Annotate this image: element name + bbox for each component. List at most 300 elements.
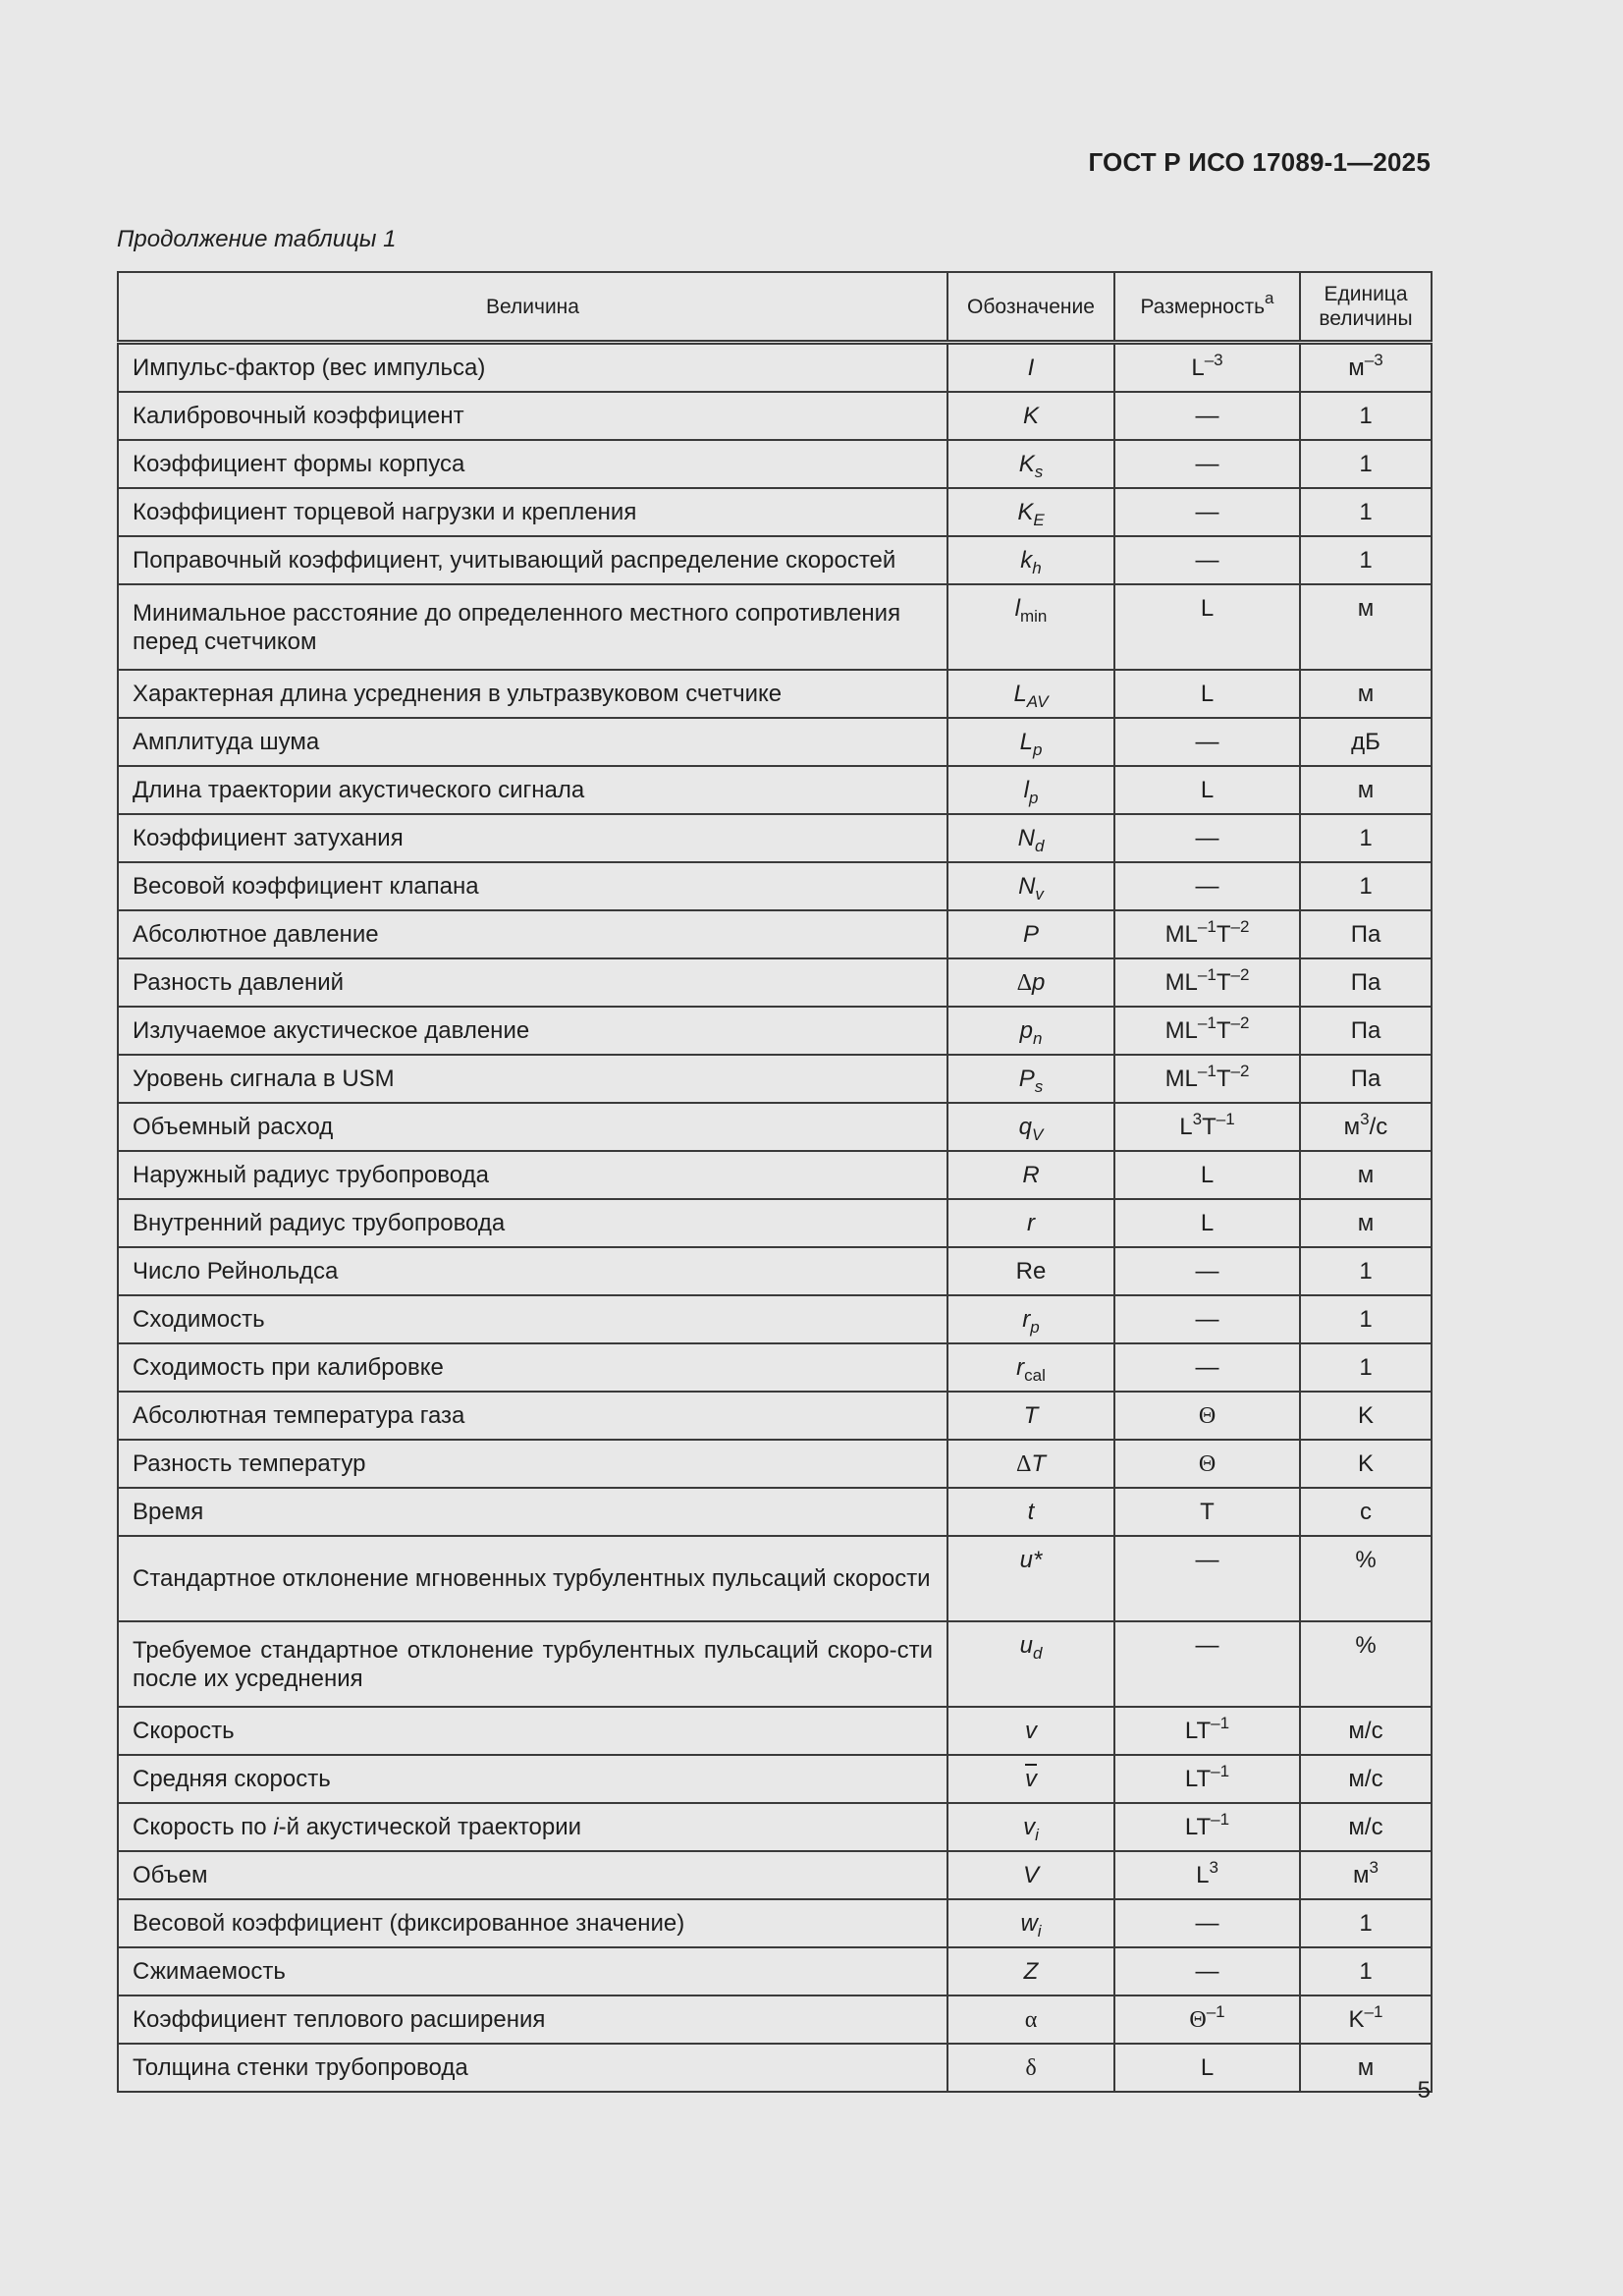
quantity-name-text: Калибровочный коэффициент	[133, 403, 464, 429]
symbol-cell	[947, 1055, 1114, 1103]
quantity-name-cell	[118, 1755, 947, 1803]
dimension-cell	[1114, 1343, 1300, 1392]
quantity-name-text: Коэффициент торцевой нагрузки и крепления	[133, 499, 637, 525]
symbol-cell	[947, 1199, 1114, 1247]
dimension-text: T	[1200, 1499, 1215, 1525]
quantity-name-cell	[118, 1440, 947, 1488]
dimension-cell	[1114, 2044, 1300, 2092]
unit-cell	[1300, 670, 1432, 718]
dimension-text: —	[1195, 1632, 1219, 1659]
symbol-greek: α	[1024, 2006, 1038, 2033]
dimension-cell	[1114, 1007, 1300, 1055]
quantity-name-cell	[118, 1055, 947, 1103]
dimension-cell	[1114, 1899, 1300, 1947]
dimension-text: —	[1195, 403, 1219, 429]
dimension-text: L	[1200, 1162, 1215, 1188]
unit-text: м	[1357, 1162, 1375, 1188]
dimension-cell	[1114, 1103, 1300, 1151]
unit-text: с	[1360, 1499, 1372, 1525]
unit-cell	[1300, 392, 1432, 440]
quantity-name-text: Разность температур	[133, 1450, 366, 1477]
symbol-subscript: d	[1032, 1644, 1043, 1663]
symbol-text: L	[1013, 681, 1027, 707]
table-row	[118, 670, 1432, 718]
unit-text: м	[1357, 595, 1375, 622]
dimension-cell	[1114, 343, 1300, 393]
symbol-cell	[947, 1103, 1114, 1151]
dimension-cell	[1114, 1536, 1300, 1621]
unit-cell	[1300, 862, 1432, 910]
dimension-text: T	[1216, 1066, 1231, 1092]
unit-text: м	[1357, 681, 1375, 707]
symbol-text: N	[1017, 825, 1035, 851]
table-row	[118, 1007, 1432, 1055]
symbol-subscript: s	[1034, 463, 1044, 481]
symbol-subscript: p	[1030, 1318, 1040, 1337]
unit-exponent: 3	[1369, 1858, 1379, 1877]
table-continuation-caption: Продолжение таблицы 1	[117, 226, 397, 252]
dimension-text: L	[1200, 1210, 1215, 1236]
dimension-cell	[1114, 1151, 1300, 1199]
dimension-text: —	[1195, 1306, 1219, 1333]
symbol-text: l	[1014, 595, 1020, 622]
dimension-exponent: –2	[1230, 965, 1250, 984]
unit-text: /с	[1369, 1114, 1388, 1140]
quantity-name-cell	[118, 1247, 947, 1295]
dimension-cell	[1114, 766, 1300, 814]
symbol-cell	[947, 1536, 1114, 1621]
column-header-quantity: Величина	[118, 272, 947, 343]
dimension-text: —	[1195, 1958, 1219, 1985]
symbol-mean: $\overline{v}$	[1025, 1766, 1037, 1792]
table-row	[118, 2044, 1432, 2092]
dimension-cell	[1114, 1055, 1300, 1103]
symbol-text: w	[1020, 1910, 1038, 1937]
symbol-text: Re	[1015, 1258, 1047, 1285]
quantity-name-cell	[118, 1851, 947, 1899]
symbol-subscript: i	[1037, 1922, 1042, 1941]
unit-text: м	[1357, 1210, 1375, 1236]
dimension-text: T	[1216, 1017, 1231, 1044]
symbol-cell	[947, 488, 1114, 536]
unit-cell	[1300, 1899, 1432, 1947]
quantity-name-cell	[118, 910, 947, 958]
symbol-cell	[947, 584, 1114, 670]
quantity-name-text: Импульс-фактор (вес импульса)	[133, 355, 486, 381]
quantity-name-cell	[118, 1392, 947, 1440]
unit-cell	[1300, 1536, 1432, 1621]
quantity-name-text: Коэффициент теплового расширения	[133, 2006, 546, 2033]
unit-text: %	[1355, 1632, 1377, 1659]
symbol-text: t	[1027, 1499, 1035, 1525]
unit-text: 1	[1359, 1958, 1373, 1985]
unit-text: м/с	[1348, 1718, 1383, 1744]
table-row	[118, 1295, 1432, 1343]
quantity-name-cell	[118, 766, 947, 814]
unit-text: м	[1343, 1114, 1361, 1140]
quantity-name-cell	[118, 1007, 947, 1055]
quantity-name-text: Скорость	[133, 1718, 235, 1744]
symbol-text: r	[1022, 1306, 1031, 1333]
symbol-text: K	[1022, 403, 1039, 429]
symbol-delta: Δ	[1016, 969, 1033, 996]
table-body	[118, 343, 1432, 2093]
symbol-cell	[947, 670, 1114, 718]
table-row	[118, 958, 1432, 1007]
table-row	[118, 488, 1432, 536]
symbol-subscript: cal	[1024, 1366, 1046, 1385]
symbol-text: R	[1022, 1162, 1040, 1188]
symbol-delta: Δ	[1015, 1450, 1032, 1477]
table-row	[118, 910, 1432, 958]
dimension-text: L	[1196, 1862, 1210, 1888]
unit-cell	[1300, 1947, 1432, 1995]
table-row	[118, 343, 1432, 393]
symbol-text: P	[1018, 1066, 1035, 1092]
dimension-exponent: –1	[1197, 917, 1217, 936]
table-row	[118, 1995, 1432, 2044]
quantity-name-text: Разность давлений	[133, 969, 345, 996]
quantity-name-text: Коэффициент затухания	[133, 825, 404, 851]
symbol-text: P	[1022, 921, 1039, 948]
unit-text: м	[1353, 1862, 1370, 1888]
dimension-cell	[1114, 910, 1300, 958]
quantity-name-italic: i	[273, 1814, 279, 1840]
quantity-name-text: Абсолютное давление	[133, 921, 379, 948]
quantities-table	[117, 271, 1433, 2093]
quantity-name-cell	[118, 584, 947, 670]
dimension-text: L	[1200, 2054, 1215, 2081]
symbol-text: r	[1027, 1210, 1035, 1236]
quantity-name-cell	[118, 1621, 947, 1707]
dimension-cell	[1114, 958, 1300, 1007]
symbol-subscript: s	[1034, 1077, 1044, 1096]
dimension-cell	[1114, 1755, 1300, 1803]
symbol-cell	[947, 1440, 1114, 1488]
symbol-text: v	[1025, 1718, 1037, 1744]
symbol-cell	[947, 392, 1114, 440]
quantity-name-text: Уровень сигнала в USM	[133, 1066, 395, 1092]
unit-cell	[1300, 1295, 1432, 1343]
table-row	[118, 1343, 1432, 1392]
unit-text: Па	[1350, 921, 1381, 948]
unit-cell	[1300, 1803, 1432, 1851]
quantity-name-cell	[118, 1103, 947, 1151]
page-number: 5	[1417, 2077, 1431, 2104]
dimension-cell	[1114, 862, 1300, 910]
symbol-cell	[947, 862, 1114, 910]
dimension-cell	[1114, 392, 1300, 440]
symbol-cell	[947, 766, 1114, 814]
quantity-name-text: Излучаемое акустическое давление	[133, 1017, 530, 1044]
dimension-text: Θ	[1189, 2006, 1207, 2033]
quantity-name-text: Сходимость при калибровке	[133, 1354, 444, 1381]
symbol-text: K	[1017, 499, 1034, 525]
symbol-text: r	[1016, 1354, 1025, 1381]
dimension-text: ML	[1164, 1066, 1198, 1092]
symbol-cell	[947, 1488, 1114, 1536]
quantity-name-text: Число Рейнольдса	[133, 1258, 339, 1285]
dimension-text: ML	[1164, 921, 1198, 948]
unit-cell	[1300, 958, 1432, 1007]
quantity-name-cell	[118, 958, 947, 1007]
table-row	[118, 766, 1432, 814]
dimension-exponent: –1	[1197, 965, 1217, 984]
dimension-cell	[1114, 584, 1300, 670]
dimension-cell	[1114, 1247, 1300, 1295]
dimension-text: LT	[1184, 1766, 1212, 1792]
unit-exponent: 3	[1360, 1110, 1370, 1128]
dimension-text: T	[1216, 921, 1231, 948]
symbol-text: u	[1019, 1632, 1033, 1659]
symbol-cell	[947, 1707, 1114, 1755]
unit-text: м	[1357, 2054, 1375, 2081]
quantity-name-cell	[118, 392, 947, 440]
quantity-name-text: Длина траектории акустического сигнала	[133, 777, 585, 803]
symbol-subscript: i	[1035, 1826, 1039, 1844]
symbol-cell	[947, 1295, 1114, 1343]
table-row	[118, 1247, 1432, 1295]
dimension-cell	[1114, 670, 1300, 718]
dimension-exponent: –1	[1216, 1110, 1235, 1128]
symbol-text: I	[1027, 355, 1035, 381]
unit-cell	[1300, 1247, 1432, 1295]
unit-text: K	[1348, 2006, 1365, 2033]
unit-cell	[1300, 488, 1432, 536]
symbol-subscript: AV	[1026, 692, 1049, 711]
unit-text: 1	[1359, 451, 1373, 477]
quantity-name-text: Объемный расход	[133, 1114, 334, 1140]
table-row	[118, 392, 1432, 440]
unit-cell	[1300, 1851, 1432, 1899]
dimension-cell	[1114, 1803, 1300, 1851]
unit-cell	[1300, 910, 1432, 958]
table-row	[118, 1103, 1432, 1151]
unit-text: 1	[1359, 825, 1373, 851]
dimension-exponent: –1	[1211, 1714, 1230, 1732]
table-row	[118, 1392, 1432, 1440]
dimension-text: ML	[1164, 1017, 1198, 1044]
unit-text: 1	[1359, 499, 1373, 525]
symbol-text: T	[1031, 1449, 1047, 1477]
quantity-name-cell	[118, 1995, 947, 2044]
symbol-cell	[947, 343, 1114, 393]
quantity-name-text: Внутренний радиус трубопровода	[133, 1210, 506, 1236]
quantities-table-container	[117, 271, 1431, 2093]
quantity-name-cell	[118, 1536, 947, 1621]
quantity-name-cell	[118, 1343, 947, 1392]
quantity-name-cell	[118, 536, 947, 584]
dimension-text: Θ	[1198, 1450, 1217, 1477]
unit-text: K	[1357, 1450, 1374, 1477]
table-row	[118, 536, 1432, 584]
dimension-text: L	[1200, 681, 1215, 707]
symbol-cell	[947, 1621, 1114, 1707]
dimension-text: T	[1202, 1114, 1217, 1140]
dimension-cell	[1114, 1488, 1300, 1536]
unit-exponent: –1	[1364, 2002, 1383, 2021]
quantity-name-text: Коэффициент формы корпуса	[133, 451, 465, 477]
dimension-exponent: –1	[1206, 2001, 1225, 2021]
dimension-exponent: –1	[1211, 1810, 1230, 1829]
dimension-cell	[1114, 1995, 1300, 2044]
symbol-text: u*	[1019, 1547, 1043, 1573]
symbol-subscript: p	[1032, 740, 1043, 759]
unit-cell	[1300, 1440, 1432, 1488]
column-header-symbol: Обозначение	[947, 272, 1114, 343]
quantity-name-cell	[118, 1947, 947, 1995]
dimension-cell	[1114, 1295, 1300, 1343]
table-row	[118, 1803, 1432, 1851]
quantity-name-cell	[118, 2044, 947, 2092]
symbol-cell	[947, 958, 1114, 1007]
dimension-cell	[1114, 440, 1300, 488]
symbol-cell	[947, 1995, 1114, 2044]
dimension-text: ML	[1164, 969, 1198, 996]
symbol-cell	[947, 536, 1114, 584]
table-row	[118, 1055, 1432, 1103]
dimension-text: T	[1216, 969, 1231, 996]
symbol-cell	[947, 2044, 1114, 2092]
symbol-text: N	[1018, 873, 1036, 900]
symbol-subscript: min	[1019, 607, 1048, 626]
unit-cell	[1300, 1343, 1432, 1392]
table-row	[118, 1440, 1432, 1488]
quantity-name-cell	[118, 488, 947, 536]
table-row	[118, 1488, 1432, 1536]
unit-cell	[1300, 2044, 1432, 2092]
symbol-cell	[947, 1247, 1114, 1295]
dimension-cell	[1114, 1392, 1300, 1440]
dimension-text: LT	[1184, 1718, 1212, 1744]
symbol-text: p	[1019, 1017, 1033, 1044]
unit-text: м	[1348, 355, 1365, 381]
unit-text: 1	[1359, 1258, 1373, 1285]
symbol-cell	[947, 1803, 1114, 1851]
symbol-cell	[947, 814, 1114, 862]
symbol-text: V	[1022, 1862, 1039, 1888]
unit-cell	[1300, 814, 1432, 862]
unit-text: 1	[1359, 1910, 1373, 1937]
quantity-name-cell	[118, 1199, 947, 1247]
unit-cell	[1300, 343, 1432, 393]
quantity-name-cell	[118, 1707, 947, 1755]
dimension-footnote-mark: a	[1265, 288, 1274, 307]
dimension-exponent: –1	[1197, 1062, 1217, 1080]
dimension-exponent: –3	[1204, 351, 1223, 369]
quantity-name-cell	[118, 1295, 947, 1343]
unit-cell	[1300, 766, 1432, 814]
table-row	[118, 1899, 1432, 1947]
unit-text: Па	[1350, 1066, 1381, 1092]
quantity-name-cell	[118, 343, 947, 393]
symbol-text: T	[1023, 1402, 1039, 1429]
dimension-text: —	[1195, 873, 1219, 900]
column-header-dimension	[1114, 272, 1300, 343]
unit-text: м/с	[1348, 1766, 1383, 1792]
dimension-header-label: Размерность	[1140, 295, 1266, 318]
symbol-cell	[947, 1343, 1114, 1392]
dimension-text: —	[1195, 729, 1219, 755]
quantity-name-text: Поправочный коэффициент, учитывающий распределение скоростей	[133, 547, 896, 574]
symbol-greek: δ	[1025, 2054, 1037, 2081]
table-row	[118, 1621, 1432, 1707]
unit-cell	[1300, 1199, 1432, 1247]
table-row	[118, 1755, 1432, 1803]
symbol-subscript: d	[1034, 837, 1045, 855]
symbol-text: Z	[1023, 1958, 1039, 1985]
symbol-cell	[947, 910, 1114, 958]
table-row	[118, 862, 1432, 910]
symbol-subscript: V	[1032, 1125, 1044, 1144]
unit-exponent: –3	[1364, 351, 1383, 369]
symbol-text: k	[1020, 547, 1033, 574]
unit-text: Па	[1350, 969, 1381, 996]
symbol-subscript: v	[1035, 885, 1044, 903]
dimension-exponent: –2	[1230, 1013, 1250, 1032]
symbol-cell	[947, 1947, 1114, 1995]
quantity-name-cell	[118, 1151, 947, 1199]
quantity-name-text: Характерная длина усреднения в ультразвуковом счетчике	[133, 681, 783, 707]
dimension-cell	[1114, 1851, 1300, 1899]
dimension-exponent: 3	[1192, 1110, 1203, 1128]
unit-cell	[1300, 440, 1432, 488]
unit-cell	[1300, 1103, 1432, 1151]
symbol-subscript: n	[1032, 1029, 1043, 1048]
dimension-text: —	[1195, 1354, 1219, 1381]
quantity-name-cell	[118, 718, 947, 766]
symbol-subscript: p	[1028, 789, 1039, 807]
dimension-text: L	[1200, 595, 1215, 622]
dimension-cell	[1114, 488, 1300, 536]
unit-cell	[1300, 1392, 1432, 1440]
quantity-name-cell	[118, 440, 947, 488]
unit-cell	[1300, 1151, 1432, 1199]
dimension-text: L	[1200, 777, 1215, 803]
quantity-name-cell	[118, 1488, 947, 1536]
table-row	[118, 1707, 1432, 1755]
document-code: ГОСТ Р ИСО 17089-1—2025	[1088, 147, 1431, 177]
dimension-text: —	[1195, 825, 1219, 851]
dimension-cell	[1114, 1199, 1300, 1247]
unit-cell	[1300, 536, 1432, 584]
table-row	[118, 718, 1432, 766]
dimension-cell	[1114, 1621, 1300, 1707]
dimension-text: —	[1195, 451, 1219, 477]
symbol-cell	[947, 1851, 1114, 1899]
quantity-name-text: Время	[133, 1499, 204, 1525]
table-row	[118, 1536, 1432, 1621]
symbol-cell	[947, 440, 1114, 488]
quantity-name-text: Амплитуда шума	[133, 729, 320, 755]
symbol-cell	[947, 1899, 1114, 1947]
quantity-name-cell	[118, 814, 947, 862]
quantity-name-cell	[118, 862, 947, 910]
symbol-cell	[947, 1755, 1114, 1803]
unit-cell	[1300, 1755, 1432, 1803]
table-row	[118, 814, 1432, 862]
dimension-exponent: –2	[1230, 917, 1250, 936]
quantity-name-text: Скорость по	[133, 1814, 274, 1840]
dimension-text: —	[1195, 1258, 1219, 1285]
unit-text: 1	[1359, 1306, 1373, 1333]
quantity-name-cell	[118, 1899, 947, 1947]
quantity-name-text: Сходимость	[133, 1306, 265, 1333]
quantity-name-text: -й акустической траектории	[278, 1814, 582, 1840]
table-row	[118, 584, 1432, 670]
quantity-name-text: Наружный радиус трубопровода	[133, 1162, 489, 1188]
symbol-subscript: E	[1033, 511, 1045, 529]
